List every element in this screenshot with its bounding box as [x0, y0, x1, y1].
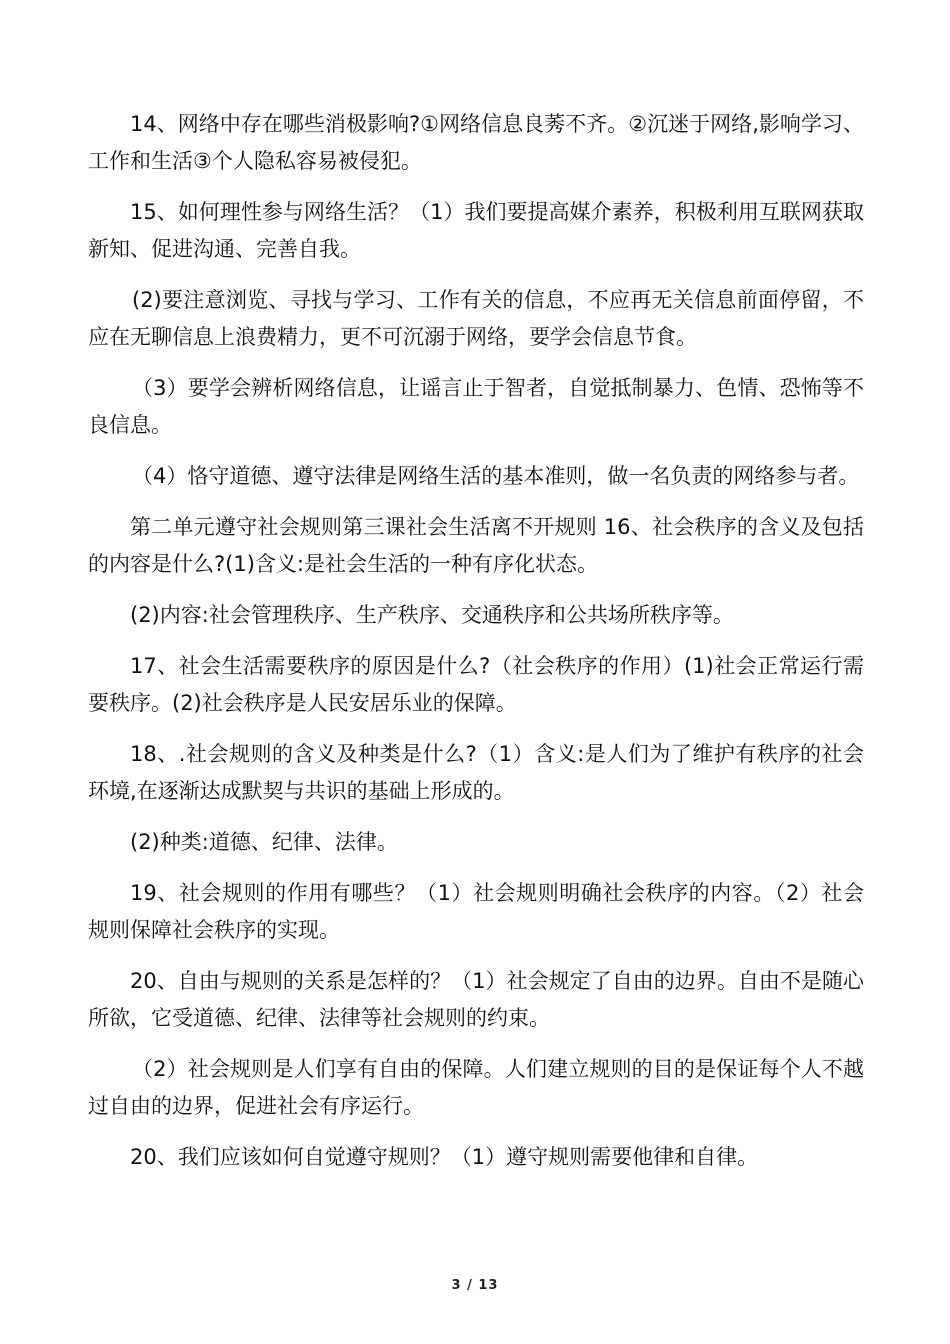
paragraph-q19: 19、社会规则的作用有哪些？（1）社会规则明确社会秩序的内容。（2）社会规则保障社会秩序的实现。	[88, 881, 864, 942]
paragraph-q15: 15、如何理性参与网络生活？（1）我们要提高媒介素养，积极利用互联网获取新知、促进沟通、完善自我。	[88, 200, 864, 261]
paragraph-q16-point2: (2)内容:社会管理秩序、生产秩序、交通秩序和公共场所秩序等。	[130, 603, 734, 627]
document-body	[88, 106, 864, 1190]
paragraph-q18: 18、.社会规则的含义及种类是什么?（1）含义:是人们为了维护有秩序的社会环境,在逐渐达成默契与共识的基础上形成的。	[88, 742, 864, 803]
page-number: 3 / 13	[451, 1278, 499, 1293]
paragraph-q16: 第二单元遵守社会规则第三课社会生活离不开规则 16、社会秩序的含义及包括的内容是什么?(1)含义:是社会生活的一种有序化状态。	[88, 515, 864, 576]
paragraph-q15-point3: （3）要学会辨析网络信息，让谣言止于智者，自觉抵制暴力、色情、恐怖等不良信息。	[88, 376, 864, 437]
paragraph-q15-point4: （4）恪守道德、遵守法律是网络生活的基本准则，做一名负责的网络参与者。	[132, 464, 860, 488]
paragraph-q18-point2: (2)种类:道德、纪律、法律。	[130, 830, 398, 854]
paragraph-q17: 17、社会生活需要秩序的原因是什么?（社会秩序的作用）(1)社会正常运行需要秩序。(2)社会秩序是人民安居乐业的保障。	[88, 654, 864, 715]
paragraph-q15-point2: (2)要注意浏览、寻找与学习、工作有关的信息，不应再无关信息前面停留，不应在无聊信息上浪费精力，更不可沉溺于网络，要学会信息节食。	[88, 288, 864, 349]
paragraph-q20-point2: （2）社会规则是人们享有自由的保障。人们建立规则的目的是保证每个人不越过自由的边界，促进社会有序运行。	[88, 1057, 864, 1118]
paragraph-q14: 14、网络中存在哪些消极影响?①网络信息良莠不齐。②沉迷于网络,影响学习、工作和生活③个人隐私容易被侵犯。	[88, 112, 864, 173]
paragraph-q20b: 20、我们应该如何自觉遵守规则？（1）遵守规则需要他律和自律。	[130, 1145, 759, 1169]
paragraph-q20: 20、自由与规则的关系是怎样的？（1）社会规定了自由的边界。自由不是随心所欲，它受道德、纪律、法律等社会规则的约束。	[88, 969, 864, 1030]
